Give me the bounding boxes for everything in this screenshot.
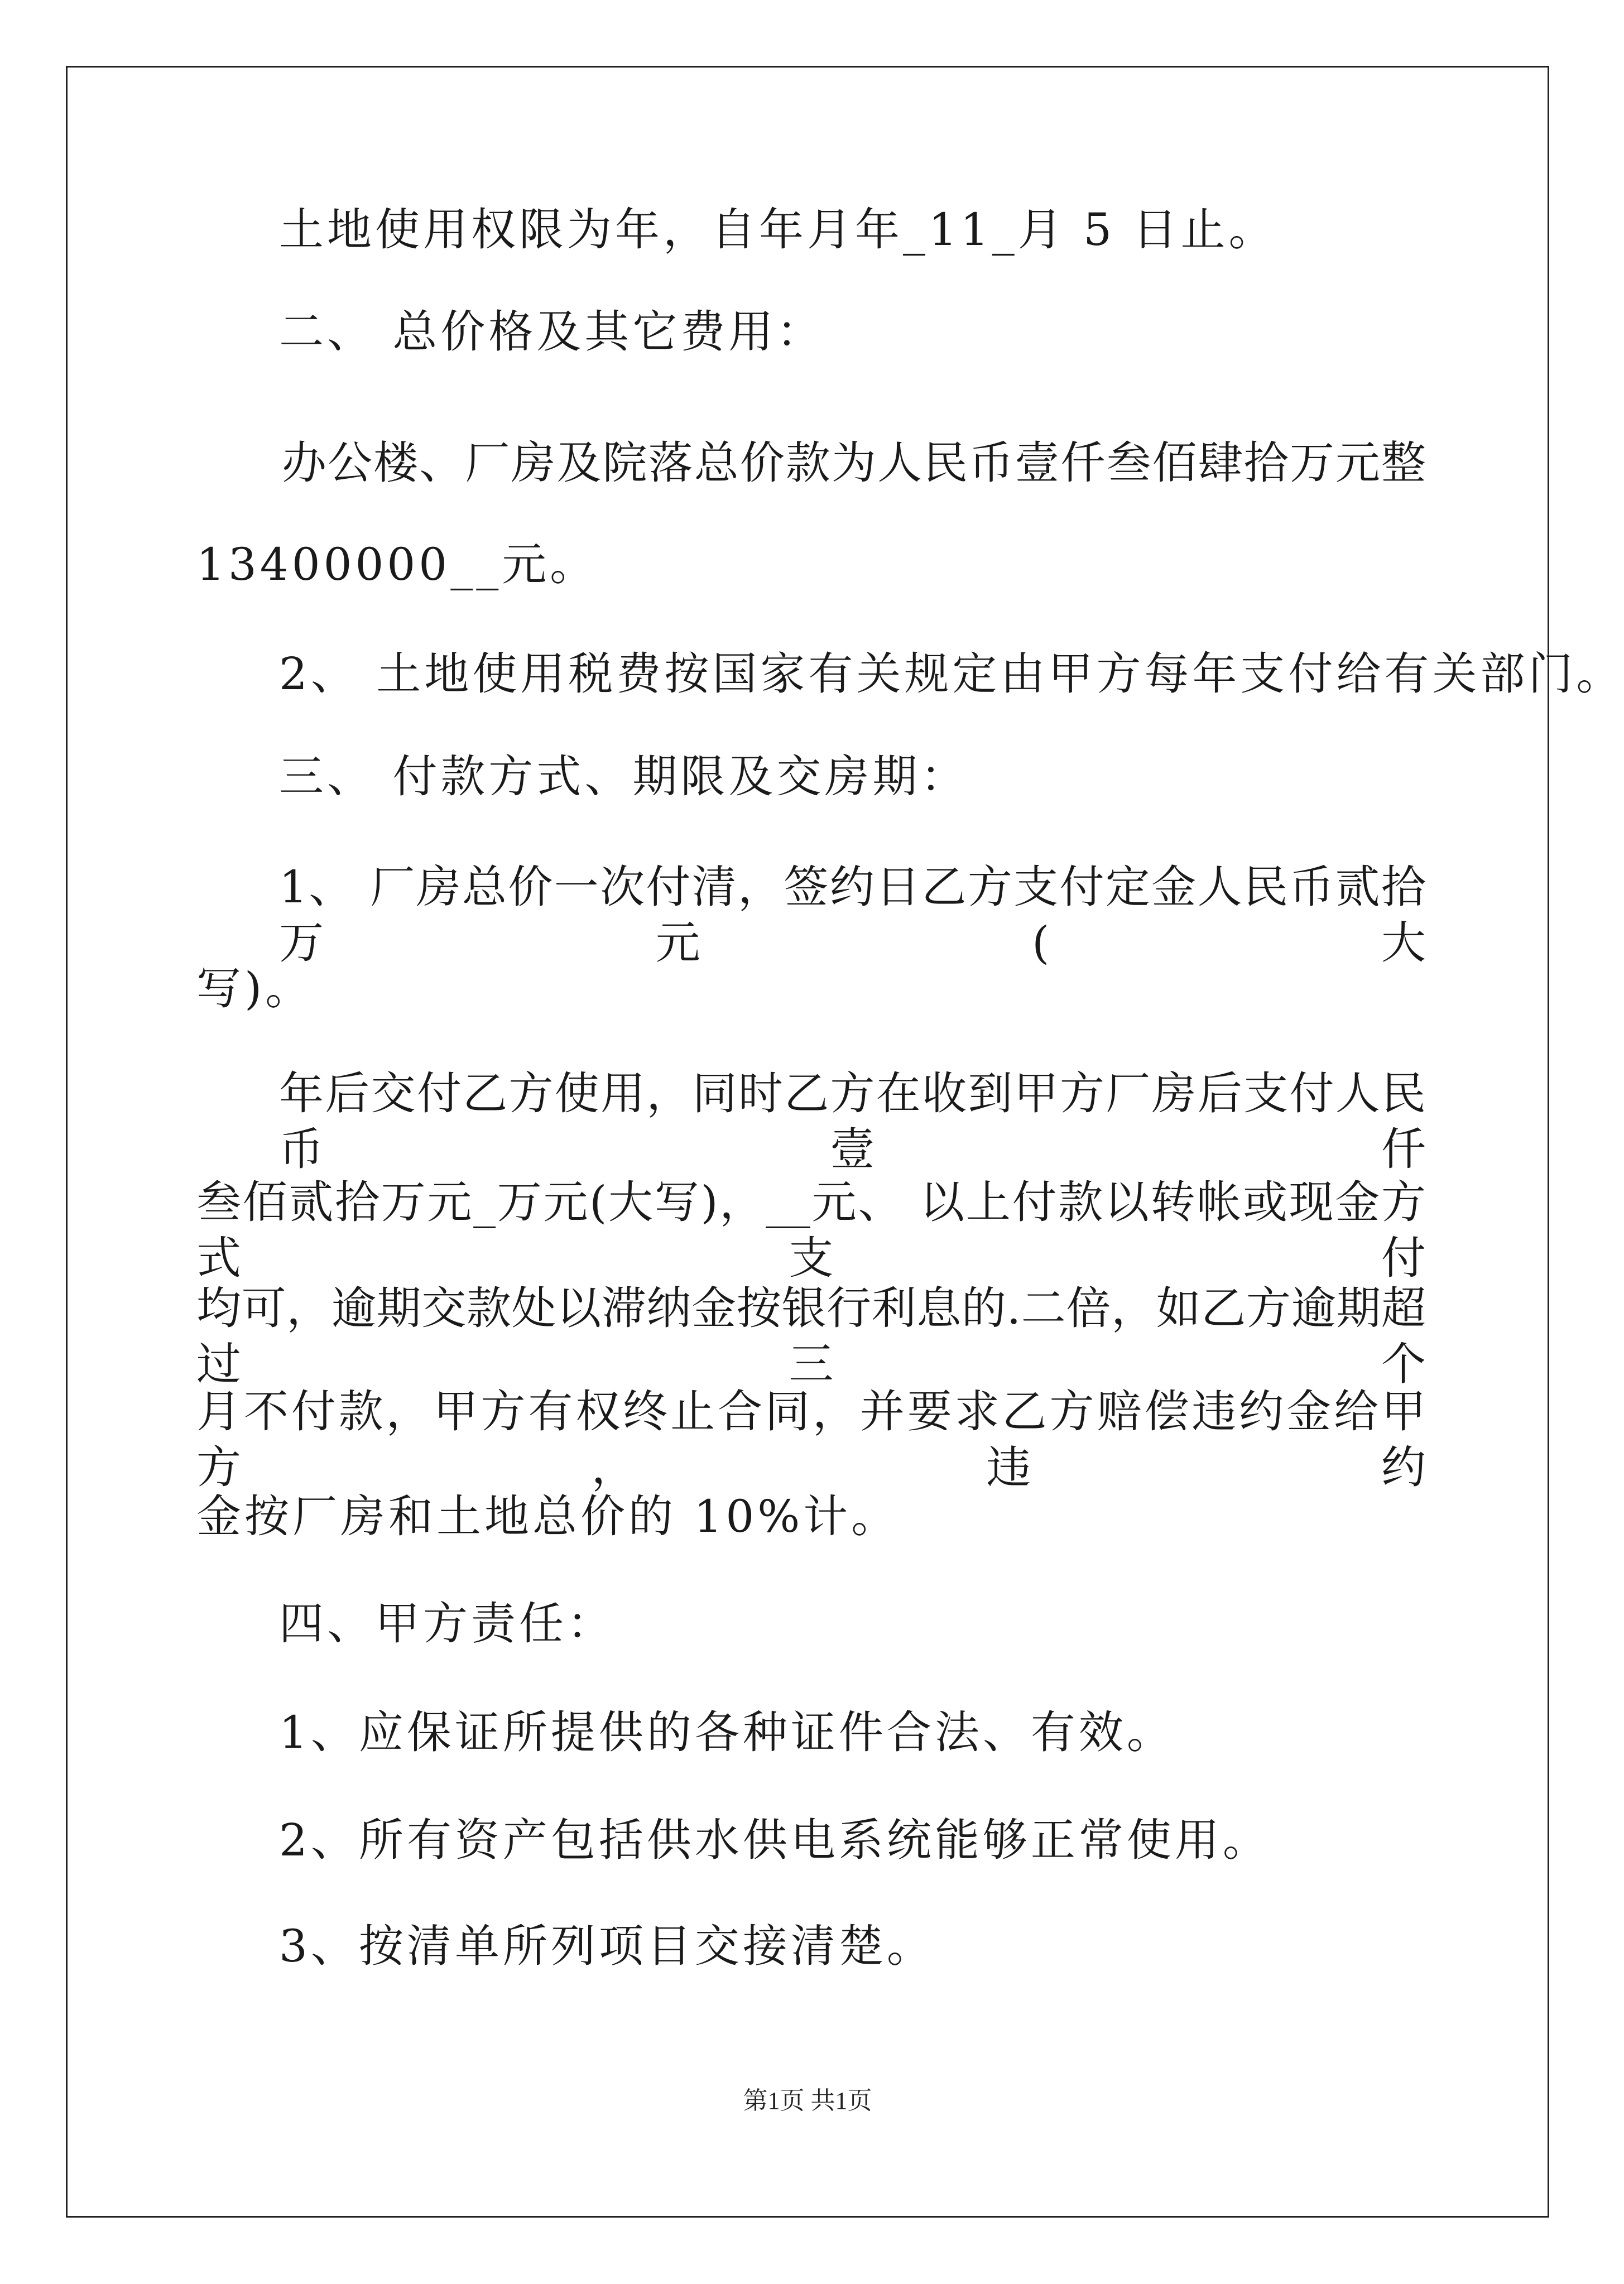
- paragraph-land-use-term: 土地使用权限为年，自年月年_11_月 5 日止。: [279, 204, 1277, 256]
- heading-payment-terms: 三、 付款方式、期限及交房期：: [279, 751, 969, 802]
- paragraph-payment-1-line2: 写)。: [196, 963, 314, 1014]
- paragraph-duty-2: 2、所有资产包括供水供电系统能够正常使用。: [279, 1814, 1271, 1866]
- paragraph-delivery-line2: 叁佰贰拾万元_万元(大写)，__元、 以上付款以转帐或现金方式支付: [196, 1176, 1426, 1284]
- paragraph-delivery-line5: 金按厂房和土地总价的 10%计。: [196, 1490, 900, 1542]
- paragraph-land-tax: 2、 土地使用税费按国家有关规定由甲方每年支付给有关部门。: [279, 648, 1624, 700]
- paragraph-duty-3: 3、按清单所列项目交接清楚。: [279, 1920, 935, 1972]
- heading-total-price: 二、 总价格及其它费用：: [279, 306, 825, 358]
- paragraph-payment-1-line1: 1、 厂房总价一次付清，签约日乙方支付定金人民币贰拾万元(大: [279, 861, 1426, 969]
- page-footer: 第1页 共1页: [743, 2087, 872, 2114]
- paragraph-delivery-line3: 均可，逾期交款处以滞纳金按银行利息的.二倍，如乙方逾期超过三个: [196, 1282, 1426, 1390]
- paragraph-total-price-line2: 13400000__元。: [196, 538, 598, 590]
- paragraph-total-price-line1: 办公楼、厂房及院落总价款为人民币壹仟叁佰肆拾万元整: [282, 437, 1426, 489]
- paragraph-delivery-line1: 年后交付乙方使用，同时乙方在收到甲方厂房后支付人民币壹仟: [279, 1068, 1426, 1175]
- heading-party-a-duties: 四、甲方责任：: [279, 1598, 615, 1650]
- paragraph-duty-1: 1、应保证所提供的各种证件合法、有效。: [279, 1706, 1175, 1758]
- paragraph-delivery-line4: 月不付款，甲方有权终止合同，并要求乙方赔偿违约金给甲方，违约: [196, 1386, 1426, 1493]
